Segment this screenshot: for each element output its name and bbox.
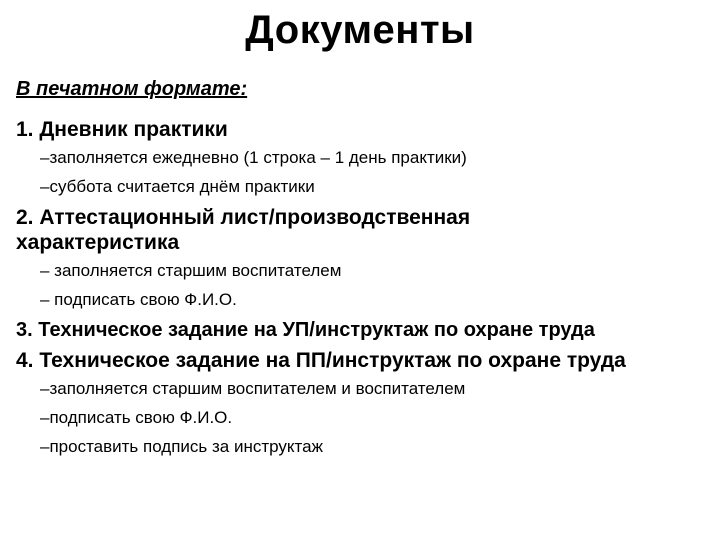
- sub-item: – заполняется старшим воспитателем: [40, 261, 342, 280]
- sub-item: –подписать свою Ф.И.О.: [40, 408, 233, 427]
- page-title: Документы: [245, 8, 475, 52]
- list-item-4: 4. Техническое задание на ПП/инструктаж по охране труда: [16, 349, 626, 372]
- sub-item: –заполняется ежедневно (1 строка – 1 день практики): [40, 148, 467, 167]
- sub-item: –проставить подпись за инструктаж: [40, 437, 323, 456]
- sub-list-4: [16, 378, 716, 457]
- sub-item: – подписать свою Ф.И.О.: [40, 290, 237, 309]
- sub-item: –суббота считается днём практики: [40, 177, 315, 196]
- sub-list-2: [16, 260, 716, 310]
- list-item-1: 1. Дневник практики: [16, 118, 228, 141]
- document-list: [16, 78, 716, 465]
- list-item-2: 2. Аттестационный лист/производственная характеристика: [16, 206, 471, 254]
- sub-list-1: [16, 147, 716, 197]
- list-item-3: 3. Техническое задание на УП/инструктаж по охране труда: [16, 319, 595, 341]
- sub-item: –заполняется старшим воспитателем и воспитателем: [40, 379, 466, 398]
- section-subtitle: В печатном формате:: [16, 78, 248, 100]
